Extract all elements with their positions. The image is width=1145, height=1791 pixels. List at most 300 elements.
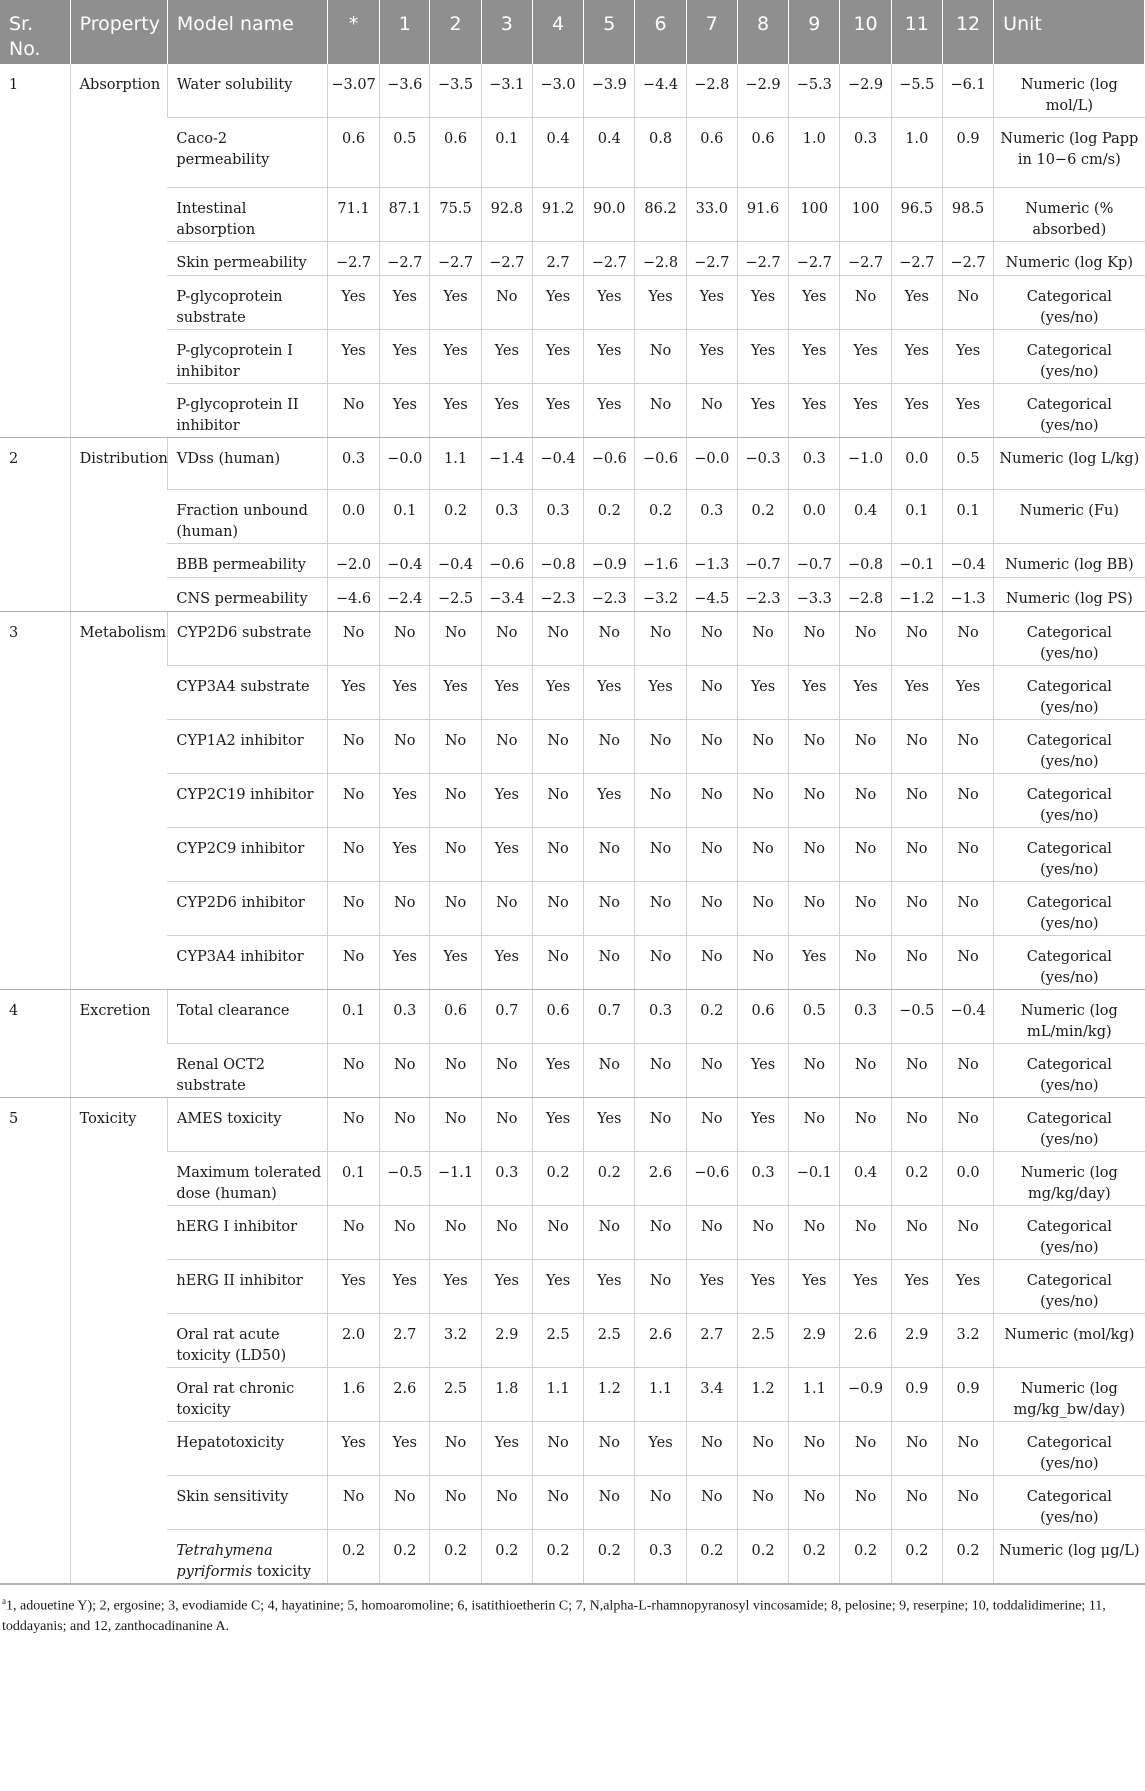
value-cell: No <box>737 774 788 828</box>
unit-cell: Categorical (yes/no) <box>994 1422 1145 1476</box>
value-cell: −0.9 <box>584 544 635 578</box>
value-cell: 2.5 <box>737 1314 788 1368</box>
table-row <box>0 490 1145 544</box>
value-cell: Yes <box>380 384 430 438</box>
value-cell: Yes <box>327 666 379 720</box>
value-cell: No <box>635 612 686 666</box>
value-cell: 2.5 <box>584 1314 635 1368</box>
value-cell: −4.4 <box>635 64 686 118</box>
value-cell: Yes <box>430 384 481 438</box>
value-cell: 2.7 <box>380 1314 430 1368</box>
value-cell: 1.1 <box>430 438 481 490</box>
value-cell: 1.8 <box>481 1368 532 1422</box>
unit-cell: Categorical (yes/no) <box>994 1098 1145 1152</box>
value-cell: No <box>840 276 891 330</box>
value-cell: −1.3 <box>942 578 993 612</box>
value-cell: Yes <box>584 276 635 330</box>
value-cell: −3.9 <box>584 64 635 118</box>
value-cell: No <box>380 882 430 936</box>
value-cell: No <box>532 1422 583 1476</box>
table-row <box>0 578 1145 612</box>
value-cell: 0.2 <box>737 490 788 544</box>
column-header: 7 <box>686 0 737 64</box>
value-cell: No <box>532 720 583 774</box>
value-cell: 2.5 <box>430 1368 481 1422</box>
unit-cell: Numeric (log mL/min/kg) <box>994 990 1145 1044</box>
value-cell: Yes <box>532 1098 583 1152</box>
value-cell: 1.2 <box>584 1368 635 1422</box>
value-cell: No <box>891 1206 942 1260</box>
value-cell: −2.9 <box>737 64 788 118</box>
sr-no-cell: 2 <box>0 438 70 612</box>
value-cell: No <box>532 612 583 666</box>
value-cell: No <box>532 774 583 828</box>
value-cell: −2.7 <box>737 242 788 276</box>
value-cell: Yes <box>789 384 840 438</box>
value-cell: −2.7 <box>789 242 840 276</box>
value-cell: No <box>380 1476 430 1530</box>
unit-cell: Categorical (yes/no) <box>994 612 1145 666</box>
value-cell: Yes <box>380 1422 430 1476</box>
value-cell: No <box>430 1044 481 1098</box>
table-row <box>0 774 1145 828</box>
value-cell: 0.3 <box>327 438 379 490</box>
value-cell: Yes <box>737 276 788 330</box>
model-name-rest: toxicity <box>252 1564 312 1580</box>
value-cell: No <box>840 882 891 936</box>
value-cell: Yes <box>686 1260 737 1314</box>
value-cell: Yes <box>789 666 840 720</box>
unit-cell: Categorical (yes/no) <box>994 276 1145 330</box>
value-cell: No <box>737 936 788 990</box>
unit-cell: Numeric (log mg/kg_bw/day) <box>994 1368 1145 1422</box>
value-cell: No <box>737 1422 788 1476</box>
value-cell: No <box>942 720 993 774</box>
value-cell: 3.4 <box>686 1368 737 1422</box>
value-cell: −1.6 <box>635 544 686 578</box>
value-cell: −2.8 <box>840 578 891 612</box>
model-name-cell: Intestinal absorption <box>167 188 327 242</box>
value-cell: 0.2 <box>789 1530 840 1584</box>
value-cell: No <box>430 1422 481 1476</box>
value-cell: No <box>532 936 583 990</box>
value-cell: No <box>327 882 379 936</box>
value-cell: −0.6 <box>481 544 532 578</box>
value-cell: Yes <box>481 666 532 720</box>
value-cell: 0.2 <box>942 1530 993 1584</box>
value-cell: −0.4 <box>942 990 993 1044</box>
value-cell: 96.5 <box>891 188 942 242</box>
column-header: Property <box>70 0 167 64</box>
value-cell: No <box>942 1098 993 1152</box>
column-header: Sr. No. <box>0 0 70 64</box>
value-cell: No <box>584 1044 635 1098</box>
value-cell: No <box>635 1044 686 1098</box>
value-cell: −1.4 <box>481 438 532 490</box>
value-cell: No <box>942 1476 993 1530</box>
value-cell: −5.5 <box>891 64 942 118</box>
unit-cell: Categorical (yes/no) <box>994 330 1145 384</box>
value-cell: 0.2 <box>532 1530 583 1584</box>
value-cell: No <box>686 774 737 828</box>
table-row <box>0 384 1145 438</box>
unit-cell: Categorical (yes/no) <box>994 774 1145 828</box>
value-cell: Yes <box>481 936 532 990</box>
value-cell: Yes <box>584 666 635 720</box>
value-cell: 0.2 <box>686 1530 737 1584</box>
table-row <box>0 64 1145 118</box>
unit-cell: Numeric (log PS) <box>994 578 1145 612</box>
value-cell: Yes <box>532 1044 583 1098</box>
model-name-cell: CYP2C19 inhibitor <box>167 774 327 828</box>
value-cell: No <box>686 1044 737 1098</box>
value-cell: No <box>942 612 993 666</box>
unit-cell: Categorical (yes/no) <box>994 720 1145 774</box>
value-cell: 0.2 <box>840 1530 891 1584</box>
column-header: 3 <box>481 0 532 64</box>
value-cell: No <box>840 936 891 990</box>
model-name-cell <box>167 1530 327 1584</box>
value-cell: 0.2 <box>430 490 481 544</box>
value-cell: No <box>789 1044 840 1098</box>
value-cell: No <box>532 882 583 936</box>
value-cell: −0.5 <box>380 1152 430 1206</box>
value-cell: No <box>327 720 379 774</box>
value-cell: −5.3 <box>789 64 840 118</box>
value-cell: 0.3 <box>635 1530 686 1584</box>
value-cell: No <box>481 1476 532 1530</box>
value-cell: No <box>635 384 686 438</box>
value-cell: Yes <box>789 936 840 990</box>
value-cell: 33.0 <box>686 188 737 242</box>
value-cell: No <box>327 1206 379 1260</box>
value-cell: No <box>635 720 686 774</box>
value-cell: No <box>891 828 942 882</box>
value-cell: −4.6 <box>327 578 379 612</box>
value-cell: Yes <box>430 666 481 720</box>
column-header: 4 <box>532 0 583 64</box>
model-name-cell: hERG II inhibitor <box>167 1260 327 1314</box>
value-cell: No <box>635 936 686 990</box>
column-header: 2 <box>430 0 481 64</box>
model-name-cell: Caco-2 permeability <box>167 118 327 188</box>
value-cell: 0.0 <box>891 438 942 490</box>
value-cell: No <box>481 612 532 666</box>
value-cell: No <box>380 1206 430 1260</box>
value-cell: Yes <box>380 1260 430 1314</box>
value-cell: −0.4 <box>380 544 430 578</box>
value-cell: No <box>840 774 891 828</box>
value-cell: 2.6 <box>635 1314 686 1368</box>
value-cell: 0.2 <box>481 1530 532 1584</box>
value-cell: No <box>686 936 737 990</box>
column-header: 11 <box>891 0 942 64</box>
value-cell: No <box>532 828 583 882</box>
model-name-cell: Water solubility <box>167 64 327 118</box>
model-name-cell: Oral rat acute toxicity (LD50) <box>167 1314 327 1368</box>
value-cell: Yes <box>737 384 788 438</box>
value-cell: No <box>686 828 737 882</box>
column-header: 1 <box>380 0 430 64</box>
value-cell: No <box>686 1422 737 1476</box>
value-cell: −6.1 <box>942 64 993 118</box>
value-cell: No <box>891 1422 942 1476</box>
value-cell: −1.2 <box>891 578 942 612</box>
value-cell: Yes <box>891 384 942 438</box>
value-cell: 0.6 <box>430 118 481 188</box>
value-cell: 0.3 <box>686 490 737 544</box>
model-name-cell: P-glycoprotein II inhibitor <box>167 384 327 438</box>
value-cell: No <box>584 828 635 882</box>
value-cell: 0.1 <box>327 990 379 1044</box>
value-cell: −0.8 <box>840 544 891 578</box>
value-cell: 0.2 <box>635 490 686 544</box>
column-header: 5 <box>584 0 635 64</box>
value-cell: Yes <box>430 936 481 990</box>
value-cell: No <box>686 1476 737 1530</box>
property-cell: Distribution <box>70 438 167 612</box>
value-cell: 0.9 <box>942 1368 993 1422</box>
model-name-cell: CYP2D6 substrate <box>167 612 327 666</box>
value-cell: No <box>327 1476 379 1530</box>
value-cell: No <box>840 1476 891 1530</box>
value-cell: 0.0 <box>789 490 840 544</box>
value-cell: No <box>380 612 430 666</box>
value-cell: No <box>380 720 430 774</box>
value-cell: 92.8 <box>481 188 532 242</box>
value-cell: −1.1 <box>430 1152 481 1206</box>
value-cell: Yes <box>430 276 481 330</box>
value-cell: Yes <box>481 330 532 384</box>
value-cell: −1.3 <box>686 544 737 578</box>
value-cell: No <box>789 720 840 774</box>
value-cell: No <box>789 612 840 666</box>
value-cell: Yes <box>380 774 430 828</box>
value-cell: Yes <box>327 276 379 330</box>
value-cell: No <box>789 774 840 828</box>
property-cell: Toxicity <box>70 1098 167 1584</box>
value-cell: No <box>635 1260 686 1314</box>
value-cell: 1.0 <box>891 118 942 188</box>
value-cell: Yes <box>789 276 840 330</box>
model-name-cell: Maximum tolerated dose (human) <box>167 1152 327 1206</box>
value-cell: −3.5 <box>430 64 481 118</box>
value-cell: −2.9 <box>840 64 891 118</box>
value-cell: Yes <box>942 330 993 384</box>
value-cell: −4.5 <box>686 578 737 612</box>
value-cell: Yes <box>481 828 532 882</box>
value-cell: 0.3 <box>635 990 686 1044</box>
value-cell: 0.2 <box>380 1530 430 1584</box>
value-cell: −2.8 <box>635 242 686 276</box>
value-cell: 90.0 <box>584 188 635 242</box>
model-name-cell: hERG I inhibitor <box>167 1206 327 1260</box>
value-cell: No <box>942 276 993 330</box>
value-cell: No <box>635 882 686 936</box>
table-row <box>0 936 1145 990</box>
value-cell: 2.6 <box>635 1152 686 1206</box>
value-cell: 0.2 <box>532 1152 583 1206</box>
value-cell: 0.2 <box>891 1152 942 1206</box>
property-cell: Excretion <box>70 990 167 1098</box>
value-cell: Yes <box>635 1422 686 1476</box>
model-name-cell: AMES toxicity <box>167 1098 327 1152</box>
value-cell: 0.3 <box>481 490 532 544</box>
value-cell: No <box>635 1098 686 1152</box>
value-cell: Yes <box>635 666 686 720</box>
model-name-cell: Oral rat chronic toxicity <box>167 1368 327 1422</box>
model-name-cell: Skin permeability <box>167 242 327 276</box>
value-cell: Yes <box>532 330 583 384</box>
value-cell: Yes <box>737 1260 788 1314</box>
value-cell: No <box>891 612 942 666</box>
value-cell: 2.9 <box>891 1314 942 1368</box>
value-cell: 75.5 <box>430 188 481 242</box>
table-row <box>0 666 1145 720</box>
column-header: 8 <box>737 0 788 64</box>
table-row <box>0 1476 1145 1530</box>
unit-cell: Numeric (log Kp) <box>994 242 1145 276</box>
value-cell: No <box>635 1476 686 1530</box>
table-row <box>0 612 1145 666</box>
value-cell: 0.2 <box>430 1530 481 1584</box>
value-cell: Yes <box>532 1260 583 1314</box>
model-name-cell: Total clearance <box>167 990 327 1044</box>
value-cell: 0.4 <box>840 1152 891 1206</box>
property-cell: Metabolism <box>70 612 167 990</box>
value-cell: No <box>327 828 379 882</box>
value-cell: No <box>891 774 942 828</box>
value-cell: No <box>789 1098 840 1152</box>
value-cell: No <box>891 936 942 990</box>
value-cell: 0.6 <box>430 990 481 1044</box>
table-row <box>0 828 1145 882</box>
sr-no-cell: 3 <box>0 612 70 990</box>
unit-cell: Categorical (yes/no) <box>994 1044 1145 1098</box>
value-cell: −0.0 <box>380 438 430 490</box>
value-cell: No <box>789 828 840 882</box>
value-cell: −2.7 <box>430 242 481 276</box>
table-body <box>0 64 1145 1584</box>
value-cell: 0.3 <box>840 118 891 188</box>
table-row <box>0 330 1145 384</box>
value-cell: 0.2 <box>584 1530 635 1584</box>
value-cell: No <box>430 1206 481 1260</box>
value-cell: −0.4 <box>532 438 583 490</box>
value-cell: 0.1 <box>942 490 993 544</box>
value-cell: 0.2 <box>891 1530 942 1584</box>
value-cell: 0.9 <box>891 1368 942 1422</box>
value-cell: No <box>532 1206 583 1260</box>
value-cell: No <box>430 720 481 774</box>
value-cell: No <box>584 882 635 936</box>
value-cell: −0.8 <box>532 544 583 578</box>
value-cell: 2.9 <box>789 1314 840 1368</box>
value-cell: No <box>584 936 635 990</box>
value-cell: No <box>942 882 993 936</box>
value-cell: −1.0 <box>840 438 891 490</box>
value-cell: Yes <box>380 828 430 882</box>
value-cell: Yes <box>380 936 430 990</box>
value-cell: No <box>430 1098 481 1152</box>
value-cell: No <box>686 1206 737 1260</box>
value-cell: No <box>327 384 379 438</box>
unit-cell: Categorical (yes/no) <box>994 882 1145 936</box>
value-cell: Yes <box>481 774 532 828</box>
value-cell: −0.4 <box>430 544 481 578</box>
value-cell: −2.7 <box>942 242 993 276</box>
value-cell: No <box>737 720 788 774</box>
model-name-cell: CYP2C9 inhibitor <box>167 828 327 882</box>
unit-cell: Numeric (Fu) <box>994 490 1145 544</box>
value-cell: No <box>840 1044 891 1098</box>
value-cell: −2.5 <box>430 578 481 612</box>
column-header: * <box>327 0 379 64</box>
value-cell: −2.7 <box>686 242 737 276</box>
value-cell: No <box>635 828 686 882</box>
value-cell: 0.7 <box>481 990 532 1044</box>
model-name-cell: CNS permeability <box>167 578 327 612</box>
table-row <box>0 990 1145 1044</box>
value-cell: 0.3 <box>532 490 583 544</box>
value-cell: No <box>891 1098 942 1152</box>
value-cell: −2.4 <box>380 578 430 612</box>
value-cell: −0.6 <box>635 438 686 490</box>
value-cell: Yes <box>840 666 891 720</box>
species-name: Tetrahymena pyriformis <box>176 1543 273 1580</box>
table-row <box>0 1530 1145 1584</box>
value-cell: −2.7 <box>584 242 635 276</box>
value-cell: Yes <box>789 330 840 384</box>
value-cell: No <box>327 774 379 828</box>
value-cell: 0.6 <box>686 118 737 188</box>
value-cell: 2.6 <box>840 1314 891 1368</box>
model-name-cell: CYP2D6 inhibitor <box>167 882 327 936</box>
column-header: 9 <box>789 0 840 64</box>
table-row <box>0 276 1145 330</box>
value-cell: Yes <box>789 1260 840 1314</box>
value-cell: No <box>481 1206 532 1260</box>
value-cell: No <box>686 1098 737 1152</box>
value-cell: −2.7 <box>481 242 532 276</box>
value-cell: 1.1 <box>789 1368 840 1422</box>
value-cell: No <box>327 612 379 666</box>
column-header: 12 <box>942 0 993 64</box>
value-cell: No <box>686 384 737 438</box>
unit-cell: Numeric (log mg/kg/day) <box>994 1152 1145 1206</box>
table-row <box>0 188 1145 242</box>
value-cell: Yes <box>380 666 430 720</box>
value-cell: No <box>737 612 788 666</box>
model-name-cell: CYP1A2 inhibitor <box>167 720 327 774</box>
value-cell: No <box>840 1206 891 1260</box>
property-cell: Absorption <box>70 64 167 438</box>
value-cell: Yes <box>737 1098 788 1152</box>
unit-cell: Categorical (yes/no) <box>994 1476 1145 1530</box>
value-cell: 0.2 <box>686 990 737 1044</box>
value-cell: 0.4 <box>532 118 583 188</box>
value-cell: 86.2 <box>635 188 686 242</box>
unit-cell: Numeric (log μg/L) <box>994 1530 1145 1584</box>
value-cell: 1.6 <box>327 1368 379 1422</box>
unit-cell: Numeric (mol/kg) <box>994 1314 1145 1368</box>
value-cell: −2.7 <box>891 242 942 276</box>
value-cell: −2.8 <box>686 64 737 118</box>
table-row <box>0 1098 1145 1152</box>
value-cell: −0.3 <box>737 438 788 490</box>
value-cell: No <box>942 774 993 828</box>
table-row <box>0 118 1145 188</box>
